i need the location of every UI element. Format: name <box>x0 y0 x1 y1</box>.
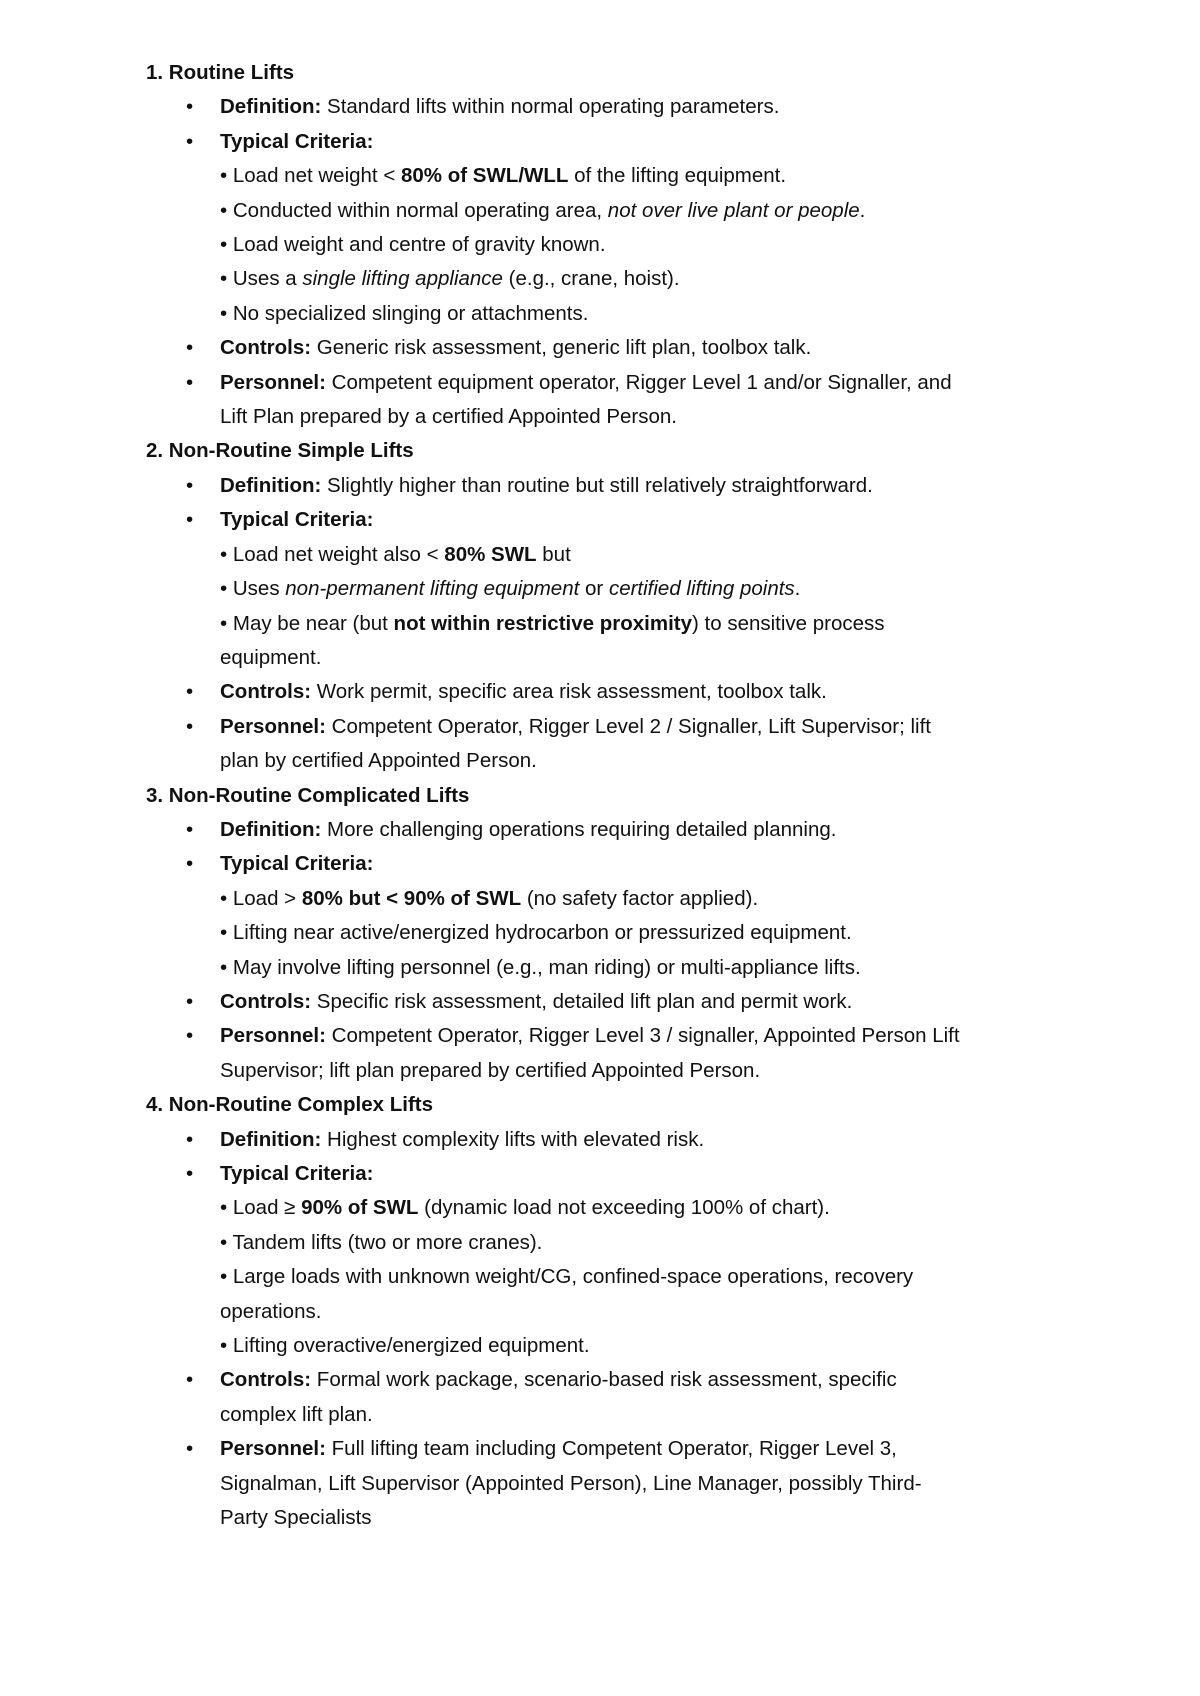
personnel-label: Personnel: <box>220 714 326 738</box>
italic-text: non-permanent lifting equipment <box>285 577 580 601</box>
criteria-line: • Tandem lifts (two or more cranes). <box>220 1230 543 1254</box>
personnel-item <box>146 1432 1086 1466</box>
text: but <box>536 542 571 566</box>
text: • Load > <box>220 886 302 910</box>
text: . <box>859 198 866 222</box>
personnel-text-continued: Signalman, Lift Supervisor (Appointed Person), Line Manager, possibly Third- <box>220 1471 922 1495</box>
italic-text: certified lifting points <box>608 577 795 601</box>
criteria-line: • Lifting near active/energized hydrocarbon or pressurized equipment. <box>220 921 852 945</box>
criteria-line <box>146 882 1086 916</box>
personnel-label: Personnel: <box>220 1024 326 1048</box>
italic-text: single lifting appliance <box>302 267 503 291</box>
controls-label: Controls: <box>220 1368 312 1392</box>
definition-label: Definition: <box>220 817 322 841</box>
definition-item <box>146 90 1086 124</box>
section-heading-complicated-lifts: 3. Non-Routine Complicated Lifts <box>146 783 470 807</box>
criteria-line-continued: equipment. <box>220 645 322 669</box>
criteria-item <box>146 503 1086 537</box>
bullet-icon: • <box>186 336 194 360</box>
section-heading-routine-lifts: 1. Routine Lifts <box>146 61 295 84</box>
controls-text: Generic risk assessment, generic lift plan, toolbox talk. <box>311 336 812 360</box>
document-body <box>146 56 1086 1535</box>
bullet-icon: • <box>186 1437 194 1461</box>
definition-text: Standard lifts within normal operating parameters. <box>321 95 780 119</box>
text: • Load net weight also < <box>220 542 445 566</box>
criteria-line: • Load weight and centre of gravity known. <box>220 233 606 257</box>
criteria-line <box>146 538 1086 572</box>
criteria-label: Typical Criteria: <box>220 852 374 876</box>
definition-label: Definition: <box>220 473 322 497</box>
criteria-item <box>146 1157 1086 1191</box>
personnel-text: Full lifting team including Competent Operator, Rigger Level 3, <box>325 1437 897 1461</box>
text: . <box>794 577 801 601</box>
bullet-icon: • <box>186 129 194 153</box>
definition-text: More challenging operations requiring detailed planning. <box>321 817 837 841</box>
section-heading-complex-lifts: 4. Non-Routine Complex Lifts <box>146 1093 433 1117</box>
criteria-line <box>146 607 1086 641</box>
criteria-item <box>146 847 1086 881</box>
personnel-text-continued: Supervisor; lift plan prepared by certified Appointed Person. <box>220 1058 761 1082</box>
controls-item <box>146 331 1086 365</box>
controls-label: Controls: <box>220 336 312 360</box>
text: • Load ≥ <box>220 1196 302 1220</box>
criteria-item <box>146 125 1086 159</box>
personnel-label: Personnel: <box>220 370 326 394</box>
text: of the lifting equipment. <box>568 164 787 188</box>
text: • Uses a <box>220 267 303 291</box>
criteria-label: Typical Criteria: <box>220 129 374 153</box>
controls-item <box>146 985 1086 1019</box>
bullet-icon: • <box>186 370 194 394</box>
controls-label: Controls: <box>220 989 312 1013</box>
criteria-line: • Lifting overactive/energized equipment. <box>220 1334 590 1358</box>
text: • Conducted within normal operating area, <box>220 198 608 222</box>
criteria-line <box>146 572 1086 606</box>
definition-label: Definition: <box>220 1127 322 1151</box>
criteria-label: Typical Criteria: <box>220 508 374 532</box>
personnel-label: Personnel: <box>220 1437 326 1461</box>
italic-text: not over live plant or people <box>607 198 860 222</box>
text: or <box>579 577 609 601</box>
controls-item <box>146 675 1086 709</box>
text: • May be near (but <box>220 611 394 635</box>
personnel-text: Competent Operator, Rigger Level 2 / Signaller, Lift Supervisor; lift <box>325 714 932 738</box>
bullet-icon: • <box>186 95 194 119</box>
emphasis: 80% but < 90% of SWL <box>301 886 522 910</box>
bullet-icon: • <box>186 1127 194 1151</box>
controls-item <box>146 1363 1086 1397</box>
personnel-text: Competent Operator, Rigger Level 3 / signaller, Appointed Person Lift <box>325 1024 960 1048</box>
bullet-icon: • <box>186 680 194 704</box>
controls-text: Formal work package, scenario-based risk assessment, specific <box>311 1368 897 1392</box>
criteria-line: • Large loads with unknown weight/CG, confined-space operations, recovery <box>220 1265 914 1289</box>
criteria-label: Typical Criteria: <box>220 1162 374 1185</box>
criteria-line-continued: operations. <box>220 1299 322 1323</box>
definition-text: Highest complexity lifts with elevated risk. <box>321 1127 705 1151</box>
definition-item <box>146 813 1086 847</box>
definition-item <box>146 1123 1086 1157</box>
bullet-icon: • <box>186 1368 194 1392</box>
bullet-icon: • <box>186 473 194 497</box>
definition-item <box>146 469 1086 503</box>
bullet-icon: • <box>186 714 194 738</box>
bullet-icon: • <box>186 817 194 841</box>
controls-text: Specific risk assessment, detailed lift plan and permit work. <box>311 989 853 1013</box>
criteria-line <box>146 262 1086 296</box>
text: (dynamic load not exceeding 100% of chart). <box>418 1196 830 1220</box>
criteria-line <box>146 159 1086 193</box>
emphasis: not within restrictive proximity <box>393 611 692 635</box>
criteria-line: • May involve lifting personnel (e.g., man riding) or multi-appliance lifts. <box>220 955 861 979</box>
personnel-item <box>146 366 1086 400</box>
bullet-icon: • <box>186 1024 194 1048</box>
text: ) to sensitive process <box>692 611 885 635</box>
bullet-icon: • <box>186 1162 194 1185</box>
definition-label: Definition: <box>220 95 322 119</box>
personnel-item <box>146 710 1086 744</box>
criteria-line <box>146 194 1086 228</box>
criteria-line: • No specialized slinging or attachments. <box>220 301 589 325</box>
emphasis: 80% SWL <box>444 542 537 566</box>
definition-text: Slightly higher than routine but still relatively straightforward. <box>321 473 873 497</box>
emphasis: 80% of SWL/WLL <box>401 164 569 188</box>
personnel-text: Competent equipment operator, Rigger Level 1 and/or Signaller, and <box>325 370 952 394</box>
text: (e.g., crane, hoist). <box>502 267 680 291</box>
controls-text-continued: complex lift plan. <box>220 1402 373 1426</box>
personnel-text-continued: Party Specialists <box>220 1506 372 1530</box>
controls-label: Controls: <box>220 680 312 704</box>
text: • Load net weight < <box>220 164 401 188</box>
criteria-line <box>146 1191 1086 1225</box>
controls-text: Work permit, specific area risk assessment, toolbox talk. <box>311 680 827 704</box>
bullet-icon: • <box>186 508 194 532</box>
personnel-item <box>146 1019 1086 1053</box>
personnel-text-continued: plan by certified Appointed Person. <box>220 749 537 773</box>
bullet-icon: • <box>186 989 194 1013</box>
text: (no safety factor applied). <box>521 886 759 910</box>
text: • Uses <box>220 577 286 601</box>
bullet-icon: • <box>186 852 194 876</box>
personnel-text-continued: Lift Plan prepared by a certified Appointed Person. <box>220 405 677 429</box>
section-heading-simple-lifts: 2. Non-Routine Simple Lifts <box>146 439 414 463</box>
emphasis: 90% of SWL <box>301 1196 419 1220</box>
